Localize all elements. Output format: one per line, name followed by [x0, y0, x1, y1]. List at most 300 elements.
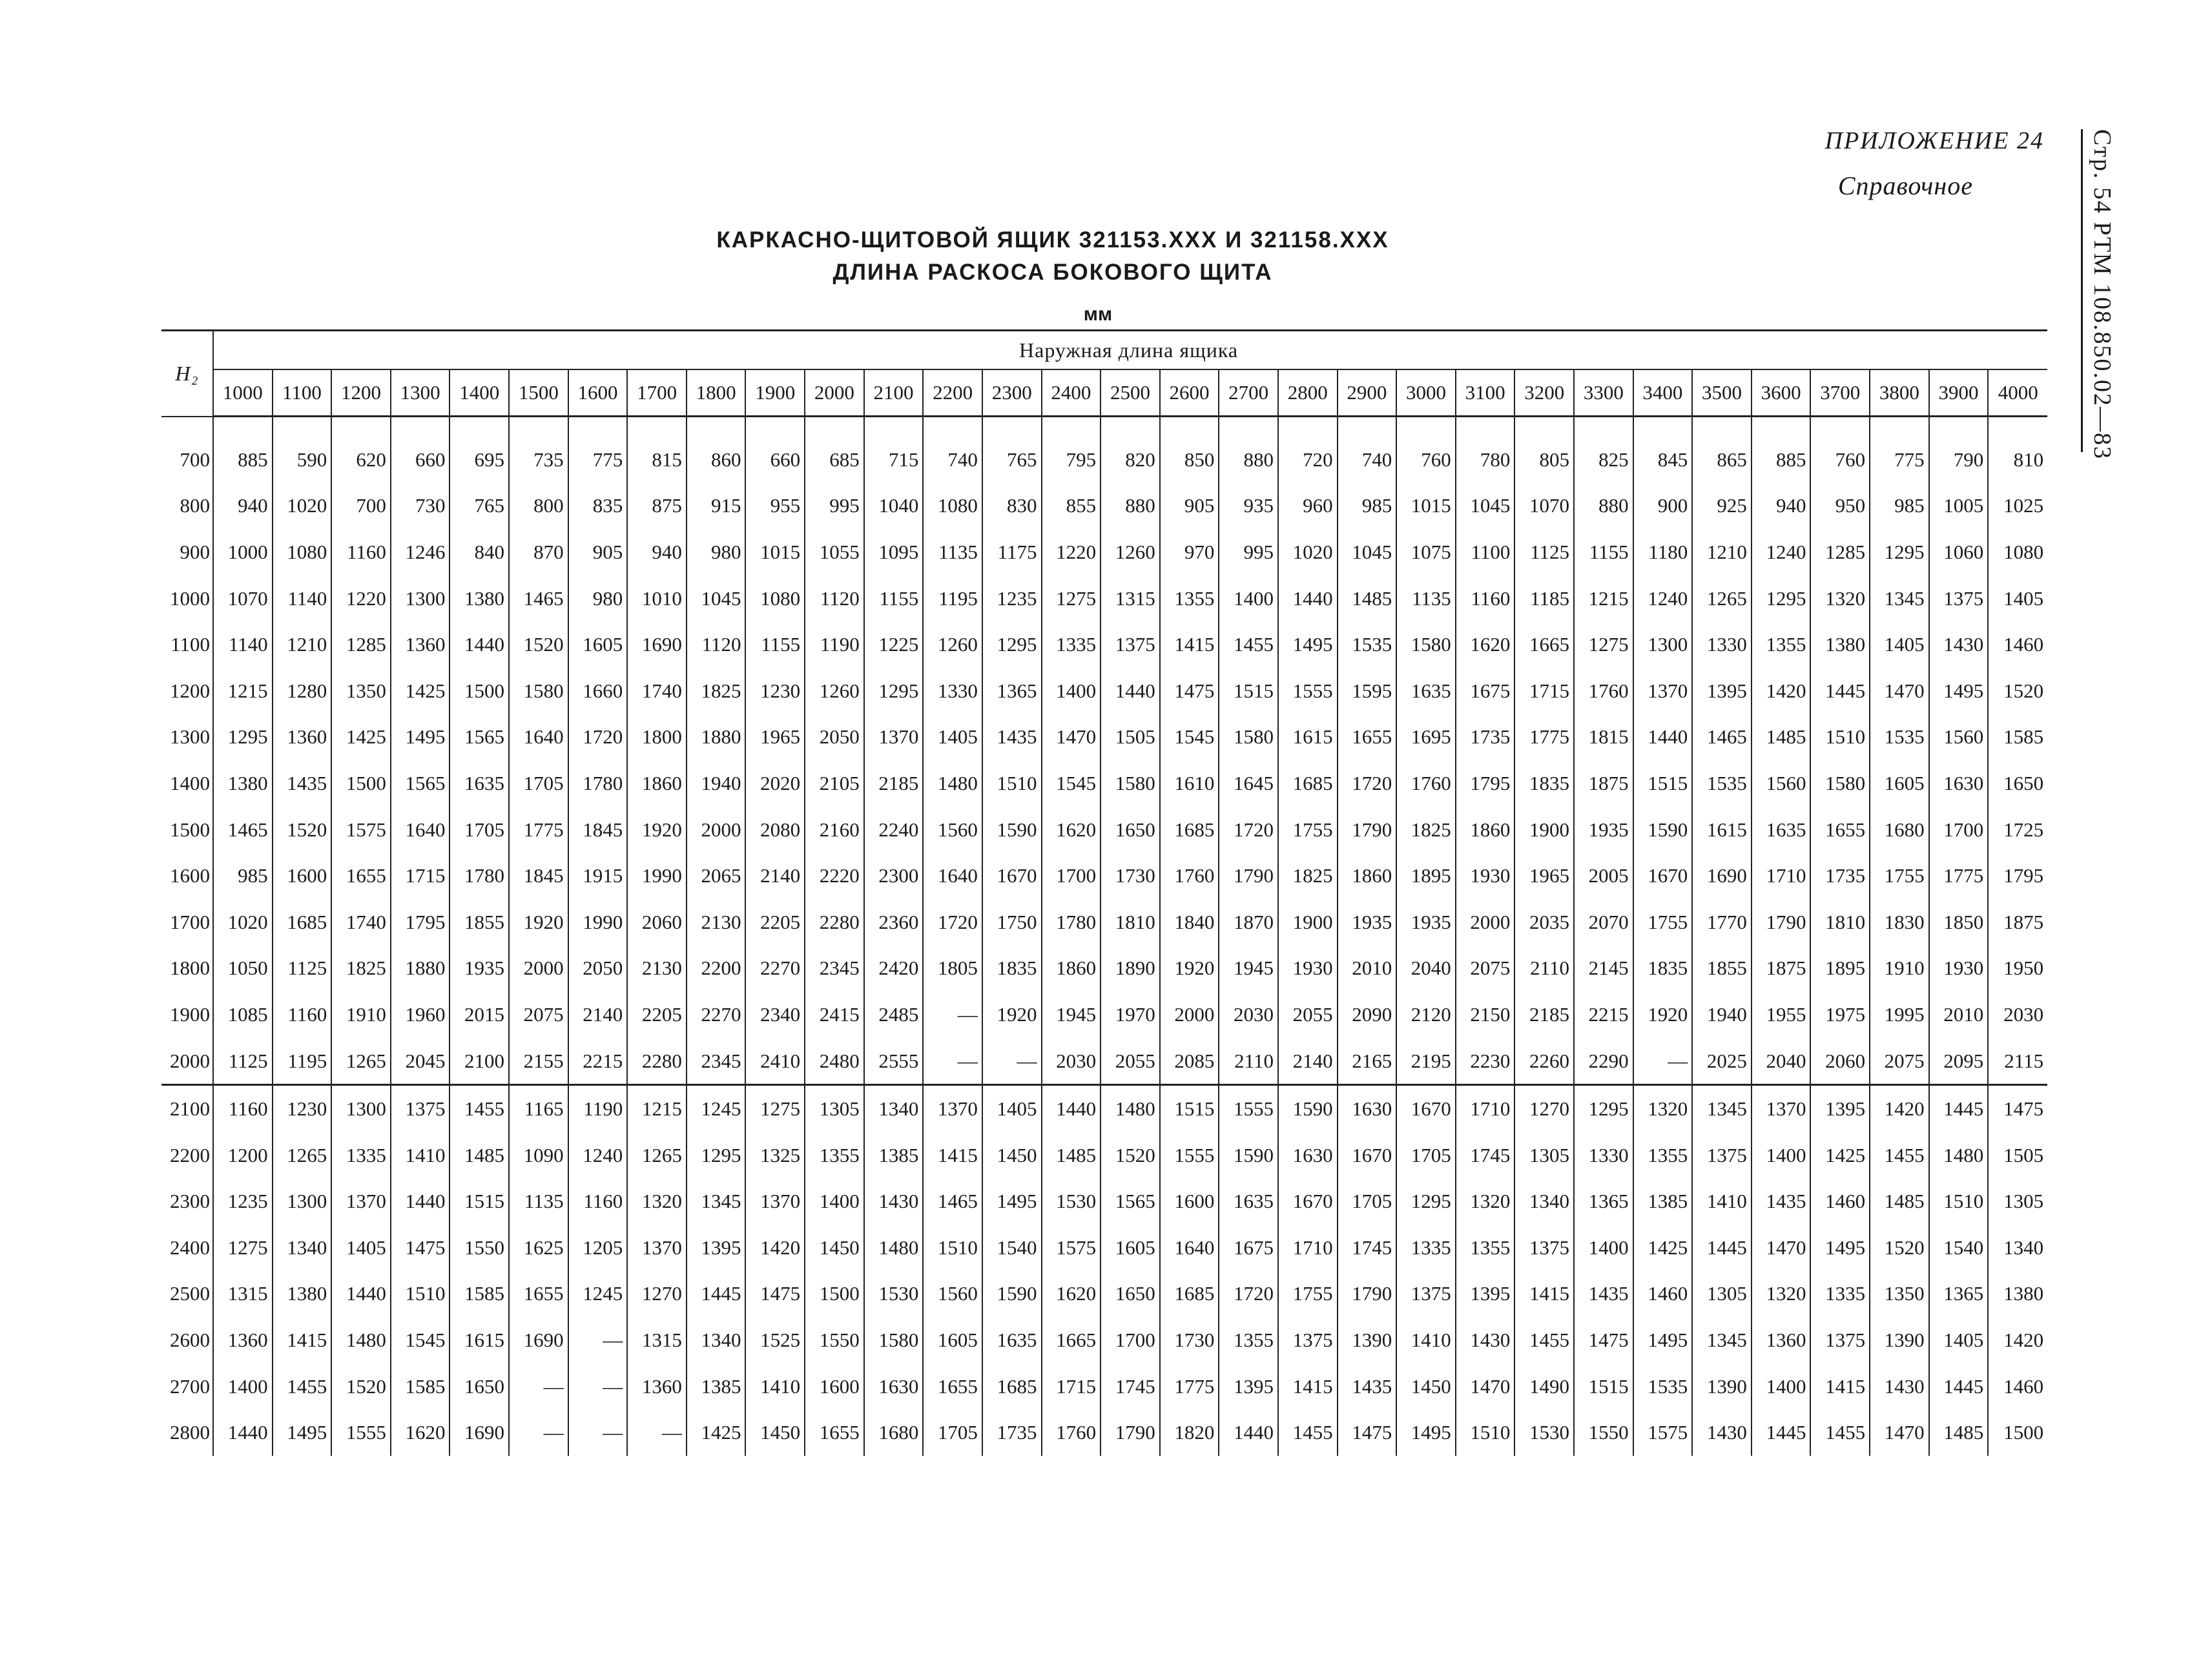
table-cell: 1690 [1692, 853, 1752, 899]
table-cell: 1440 [1219, 1409, 1278, 1456]
table-row [161, 807, 2047, 853]
table-cell: 1590 [1278, 1085, 1338, 1132]
table-cell: 1655 [331, 853, 391, 899]
side-reference-text: Стр. 54 РТМ 108.850.02—83 [2089, 129, 2116, 461]
column-header: 3100 [1456, 369, 1515, 417]
table-cell: 1325 [745, 1132, 805, 1179]
table-cell: 795 [1042, 437, 1101, 483]
side-reference [2089, 129, 2115, 465]
table-cell: 2230 [1456, 1038, 1515, 1085]
table-cell: 925 [1692, 483, 1752, 530]
table-cell: 1580 [1810, 760, 1870, 807]
row-height-label: 700 [180, 448, 210, 471]
table-cell: 1305 [1514, 1132, 1574, 1179]
table-cell: 1740 [627, 668, 687, 714]
table-cell: 1720 [1338, 760, 1397, 807]
table-cell: 1300 [1633, 621, 1693, 668]
table-cell: 2035 [1514, 899, 1574, 946]
table-cell: 735 [509, 437, 568, 483]
table-cell: 1320 [1633, 1085, 1693, 1132]
table-cell: 2090 [1338, 991, 1397, 1038]
table-cell: 1320 [627, 1179, 687, 1225]
table-cell: 1025 [1988, 483, 2047, 530]
table-cell: 1160 [213, 1085, 273, 1132]
table-cell: 2140 [1278, 1038, 1338, 1085]
table-cell: 1560 [1929, 714, 1989, 761]
table-cell: 1700 [1042, 853, 1101, 899]
row-height-label: 2100 [161, 1085, 213, 1132]
table-cell: 995 [805, 483, 864, 530]
table-cell: 1120 [687, 621, 746, 668]
table-cell: 1800 [627, 714, 687, 761]
table-cell: 1620 [391, 1409, 450, 1456]
table-cell: 1340 [1514, 1179, 1574, 1225]
table-cell: 1920 [1633, 991, 1693, 1038]
table-cell: 1560 [1752, 760, 1811, 807]
table-cell: 1630 [1929, 760, 1989, 807]
table-cell: 1140 [213, 621, 273, 668]
table-cell: 2555 [864, 1038, 924, 1085]
table-cell: 1450 [805, 1225, 864, 1271]
table-cell: 1810 [1810, 899, 1870, 946]
table-cell: 1055 [805, 529, 864, 575]
table-cell: 805 [1514, 437, 1574, 483]
table-row [161, 946, 2047, 992]
table-cell: 2215 [568, 1038, 628, 1085]
table-cell: 880 [1574, 483, 1633, 530]
table-cell: 1475 [745, 1271, 805, 1318]
table-cell: 1480 [923, 760, 982, 807]
table-cell: 2420 [864, 946, 924, 992]
table-cell: 1550 [450, 1225, 509, 1271]
table-cell: 2050 [568, 946, 628, 992]
table-cell: 1500 [450, 668, 509, 714]
table-cell: 2485 [864, 991, 924, 1038]
table-cell: 1475 [1160, 668, 1219, 714]
table-cell: 1565 [450, 714, 509, 761]
table-cell: 1635 [450, 760, 509, 807]
table-cell: 1340 [687, 1317, 746, 1363]
table-cell: 1370 [331, 1179, 391, 1225]
table-cell: 1995 [1870, 991, 1929, 1038]
table-cell: 1675 [1219, 1225, 1278, 1271]
table-cell: 1245 [687, 1085, 746, 1132]
table-cell: 1640 [1160, 1225, 1219, 1271]
table-cell: 940 [627, 529, 687, 575]
table-cell: 2240 [864, 807, 924, 853]
column-header: 3700 [1810, 369, 1870, 417]
table-cell: 2340 [745, 991, 805, 1038]
table-cell: 1510 [391, 1271, 450, 1318]
table-cell: 1265 [273, 1132, 332, 1179]
table-cell: 1080 [923, 483, 982, 530]
table-cell: 1590 [982, 1271, 1042, 1318]
table-cell: 1375 [391, 1085, 450, 1132]
row-height-label: 1900 [170, 1002, 210, 1026]
table-row [161, 529, 2047, 575]
table-cell: 1335 [1396, 1225, 1456, 1271]
table-cell: 1825 [1278, 853, 1338, 899]
table-cell: 1360 [213, 1317, 273, 1363]
table-cell: 1495 [1929, 668, 1989, 714]
table-cell: 1515 [450, 1179, 509, 1225]
table-cell: 1240 [568, 1132, 628, 1179]
table-cell: 1450 [1396, 1363, 1456, 1410]
column-header: 3900 [1929, 369, 1989, 417]
table-cell: 1845 [509, 853, 568, 899]
table-cell: 1455 [1514, 1317, 1574, 1363]
table-cell: 1735 [1456, 714, 1515, 761]
table-cell: 1375 [1396, 1271, 1456, 1318]
table-cell: 1520 [509, 621, 568, 668]
table-cell: 1940 [1692, 991, 1752, 1038]
table-cell: 1600 [805, 1363, 864, 1410]
table-cell: 1595 [1338, 668, 1397, 714]
table-cell: 1215 [627, 1085, 687, 1132]
table-cell: 1265 [1692, 575, 1752, 622]
table-cell: 2290 [1574, 1038, 1633, 1085]
column-header: 3600 [1752, 369, 1811, 417]
column-header: 1900 [745, 369, 805, 417]
table-cell: 1285 [1810, 529, 1870, 575]
table-cell: 2015 [450, 991, 509, 1038]
table-cell: 1965 [745, 714, 805, 761]
row-height-label: 2300 [170, 1190, 210, 1213]
table-cell: 1760 [1160, 853, 1219, 899]
table-cell: 1870 [1219, 899, 1278, 946]
table-cell: 1475 [1988, 1085, 2047, 1132]
table-row [161, 853, 2047, 899]
table-cell: 985 [213, 853, 273, 899]
table-cell: 1370 [923, 1085, 982, 1132]
table-cell: 1425 [1810, 1132, 1870, 1179]
table-cell: 1460 [1810, 1179, 1870, 1225]
table-cell: 1195 [273, 1038, 332, 1085]
row-height-label: 2700 [170, 1374, 210, 1398]
table-cell: 1485 [450, 1132, 509, 1179]
table-cell: 780 [1456, 437, 1515, 483]
table-row [161, 760, 2047, 807]
table-cell: 1535 [1692, 760, 1752, 807]
table-cell: 1605 [1870, 760, 1929, 807]
table-cell: 1320 [1456, 1179, 1515, 1225]
table-cell: 1860 [1338, 853, 1397, 899]
table-cell: 1460 [1988, 621, 2047, 668]
table-cell: 2205 [745, 899, 805, 946]
table-cell: 1160 [273, 991, 332, 1038]
table-cell: 1510 [1456, 1409, 1515, 1456]
table-cell: 1160 [331, 529, 391, 575]
table-cell: 2070 [1574, 899, 1633, 946]
table-cell: 1440 [450, 621, 509, 668]
table-cell: — [509, 1409, 568, 1456]
table-cell: 2345 [687, 1038, 746, 1085]
table-cell: 1635 [1752, 807, 1811, 853]
table-cell: 2220 [805, 853, 864, 899]
table-cell: 1580 [1396, 621, 1456, 668]
table-cell: 1965 [1514, 853, 1574, 899]
table-cell: 1420 [1988, 1317, 2047, 1363]
table-cell: 2000 [687, 807, 746, 853]
table-cell: 1300 [391, 575, 450, 622]
table-cell: 2195 [1396, 1038, 1456, 1085]
table-cell: 1515 [1633, 760, 1693, 807]
table-cell: 1405 [1988, 575, 2047, 622]
row-height-label: 800 [180, 494, 210, 517]
column-header: 2600 [1160, 369, 1219, 417]
table-cell: 1735 [1810, 853, 1870, 899]
table-cell: 1300 [331, 1085, 391, 1132]
table-cell: 1780 [568, 760, 628, 807]
table-cell: 1650 [450, 1363, 509, 1410]
table-cell: 1050 [213, 946, 273, 992]
table-cell: 1860 [1456, 807, 1515, 853]
table-cell: 1590 [982, 807, 1042, 853]
table-cell: 1790 [1338, 1271, 1397, 1318]
table-group-header-row [161, 331, 2047, 370]
table-cell: 850 [1160, 437, 1219, 483]
table-cell: 1080 [1988, 529, 2047, 575]
table-cell: 1655 [805, 1409, 864, 1456]
table-cell: 1485 [1929, 1409, 1989, 1456]
table-cell: 1410 [745, 1363, 805, 1410]
column-header: 2800 [1278, 369, 1338, 417]
table-cell: 1295 [687, 1132, 746, 1179]
table-cell: 1545 [1160, 714, 1219, 761]
table-cell: 1775 [1514, 714, 1574, 761]
table-cell: 985 [1338, 483, 1397, 530]
table-cell: 1845 [568, 807, 628, 853]
table-cell: 1465 [509, 575, 568, 622]
column-header: 2200 [923, 369, 982, 417]
table-cell: 2185 [864, 760, 924, 807]
row-height-label: 1800 [170, 957, 210, 980]
table-cell: 1665 [1514, 621, 1574, 668]
table-cell: 1755 [1278, 1271, 1338, 1318]
table-cell: 2105 [805, 760, 864, 807]
table-cell: 1365 [1574, 1179, 1633, 1225]
table-row [161, 1363, 2047, 1410]
table-cell: 2115 [1988, 1038, 2047, 1085]
table-cell: 1545 [391, 1317, 450, 1363]
table-cell: 1360 [273, 714, 332, 761]
table-cell: 1355 [1219, 1317, 1278, 1363]
table-cell: 1385 [687, 1363, 746, 1410]
table-cell: 1070 [1514, 483, 1574, 530]
table-cell: 1435 [1574, 1271, 1633, 1318]
table-cell: 1415 [1160, 621, 1219, 668]
table-cell: 2205 [627, 991, 687, 1038]
table-cell: 790 [1929, 437, 1989, 483]
table-cell: 1775 [1160, 1363, 1219, 1410]
table-cell: 1445 [1929, 1363, 1989, 1410]
table-cell: 1575 [1042, 1225, 1101, 1271]
table-cell: 2155 [509, 1038, 568, 1085]
table-cell: 820 [1101, 437, 1160, 483]
table-row [161, 1317, 2047, 1363]
table-cell: 2060 [627, 899, 687, 946]
table-cell: 1155 [1574, 529, 1633, 575]
table-cell: 825 [1574, 437, 1633, 483]
table-cell: 1295 [213, 714, 273, 761]
table-cell: 1650 [1101, 807, 1160, 853]
table-cell: 1720 [1219, 807, 1278, 853]
table-cell: 1020 [1278, 529, 1338, 575]
table-cell: 2270 [745, 946, 805, 992]
table-cell: 955 [745, 483, 805, 530]
table-cell: 1630 [1278, 1132, 1338, 1179]
table-cell: 1585 [391, 1363, 450, 1410]
table-cell: 1565 [391, 760, 450, 807]
table-cell: 1425 [331, 714, 391, 761]
table-cell: 1465 [1692, 714, 1752, 761]
table-cell: 1690 [509, 1317, 568, 1363]
table-cell: 1260 [805, 668, 864, 714]
brace-length-table [161, 329, 2047, 1456]
table-cell: 1390 [1692, 1363, 1752, 1410]
table-cell: 1395 [687, 1225, 746, 1271]
table-cell: 1810 [1101, 899, 1160, 946]
table-cell: 1605 [923, 1317, 982, 1363]
table-cell: 1295 [1752, 575, 1811, 622]
table-cell: 1760 [1396, 760, 1456, 807]
table-cell: 1335 [1042, 621, 1101, 668]
table-cell: 1890 [1101, 946, 1160, 992]
table-cell: 1120 [805, 575, 864, 622]
table-cell: 2360 [864, 899, 924, 946]
table-cell: 1425 [687, 1409, 746, 1456]
table-cell: 1690 [627, 621, 687, 668]
table-cell: 1440 [1101, 668, 1160, 714]
table-cell: 1670 [1633, 853, 1693, 899]
table-cell: 2075 [1456, 946, 1515, 992]
table-cell: 1635 [1396, 668, 1456, 714]
column-header: 1600 [568, 369, 628, 417]
table-cell: 1790 [1101, 1409, 1160, 1456]
table-cell: 1710 [1456, 1085, 1515, 1132]
table-row [161, 1179, 2047, 1225]
table-cell: 1705 [1338, 1179, 1397, 1225]
column-header: 1200 [331, 369, 391, 417]
table-cell: 1935 [1338, 899, 1397, 946]
table-cell: 1715 [391, 853, 450, 899]
table-cell: 1400 [1219, 575, 1278, 622]
table-cell: 720 [1278, 437, 1338, 483]
table-cell: 1160 [568, 1179, 628, 1225]
table-cell: 1910 [331, 991, 391, 1038]
table-cell: 1920 [1160, 946, 1219, 992]
table-cell: 1860 [627, 760, 687, 807]
table-cell: 1935 [1396, 899, 1456, 946]
table-cell: 1530 [1514, 1409, 1574, 1456]
table-cell: 1630 [1338, 1085, 1397, 1132]
table-cell: 1355 [1160, 575, 1219, 622]
table-cell: 1380 [1810, 621, 1870, 668]
table-cell: 1350 [1870, 1271, 1929, 1318]
table-cell: 1695 [1396, 714, 1456, 761]
table-cell: — [923, 991, 982, 1038]
appendix-label: ПРИЛОЖЕНИЕ 24 [1824, 127, 2044, 154]
table-cell: — [627, 1409, 687, 1456]
table-cell: 1515 [1219, 668, 1278, 714]
table-cell: 1520 [1101, 1132, 1160, 1179]
table-cell: 1340 [1988, 1225, 2047, 1271]
table-cell: 1140 [273, 575, 332, 622]
column-header: 1000 [213, 369, 273, 417]
table-cell: 760 [1396, 437, 1456, 483]
table-cell: 1220 [1042, 529, 1101, 575]
table-cell: 1215 [213, 668, 273, 714]
table-cell: 1525 [745, 1317, 805, 1363]
table-cell: 1340 [273, 1225, 332, 1271]
table-cell: 2010 [1929, 991, 1989, 1038]
table-cell: 1520 [1988, 668, 2047, 714]
table-cell: 1390 [1338, 1317, 1397, 1363]
table-cell: 1585 [450, 1271, 509, 1318]
table-cell: 1315 [1101, 575, 1160, 622]
table-cell: 2030 [1042, 1038, 1101, 1085]
table-cell: 1370 [627, 1225, 687, 1271]
table-cell: 1475 [1574, 1317, 1633, 1363]
table-cell: 1480 [864, 1225, 924, 1271]
units-label: мм [1083, 304, 1113, 325]
column-header: 4000 [1988, 369, 2047, 417]
table-cell: 1855 [1692, 946, 1752, 992]
table-cell: 1935 [450, 946, 509, 992]
table-cell: 1880 [391, 946, 450, 992]
table-cell: 1780 [1042, 899, 1101, 946]
table-cell: 2055 [1278, 991, 1338, 1038]
table-cell: 845 [1633, 437, 1693, 483]
table-cell: 1835 [1633, 946, 1693, 992]
table-cell: 2020 [745, 760, 805, 807]
table-cell: 1670 [982, 853, 1042, 899]
table-cell: 2260 [1514, 1038, 1574, 1085]
table-cell: 935 [1219, 483, 1278, 530]
table-cell: 1490 [1514, 1363, 1574, 1410]
table-cell: 1135 [923, 529, 982, 575]
table-cell: 1830 [1870, 899, 1929, 946]
table-cell: 1225 [864, 621, 924, 668]
table-cell: 840 [450, 529, 509, 575]
table-cell: 1685 [1160, 1271, 1219, 1318]
table-cell: — [568, 1363, 628, 1410]
table-cell: 2145 [1574, 946, 1633, 992]
table-cell: 1220 [331, 575, 391, 622]
table-cell: 905 [568, 529, 628, 575]
table-cell: 1580 [1219, 714, 1278, 761]
table-cell: 1355 [1456, 1225, 1515, 1271]
table-cell: 1545 [1042, 760, 1101, 807]
column-header: 3800 [1870, 369, 1929, 417]
table-row [161, 1085, 2047, 1132]
table-cell: 1990 [568, 899, 628, 946]
table-cell: 1715 [1042, 1363, 1101, 1410]
row-height-label: 1600 [170, 864, 210, 887]
table-cell: 1270 [627, 1271, 687, 1318]
table-cell: 860 [687, 437, 746, 483]
table-cell: 1375 [1929, 575, 1989, 622]
table-cell: 1815 [1574, 714, 1633, 761]
table-row [161, 437, 2047, 483]
table-cell: 1610 [1160, 760, 1219, 807]
table-cell: 1520 [273, 807, 332, 853]
table-cell: 1615 [1278, 714, 1338, 761]
table-cell: 1365 [1929, 1271, 1989, 1318]
table-cell: 1575 [1633, 1409, 1693, 1456]
table-cell: 1240 [1752, 529, 1811, 575]
table-cell: 1400 [805, 1179, 864, 1225]
